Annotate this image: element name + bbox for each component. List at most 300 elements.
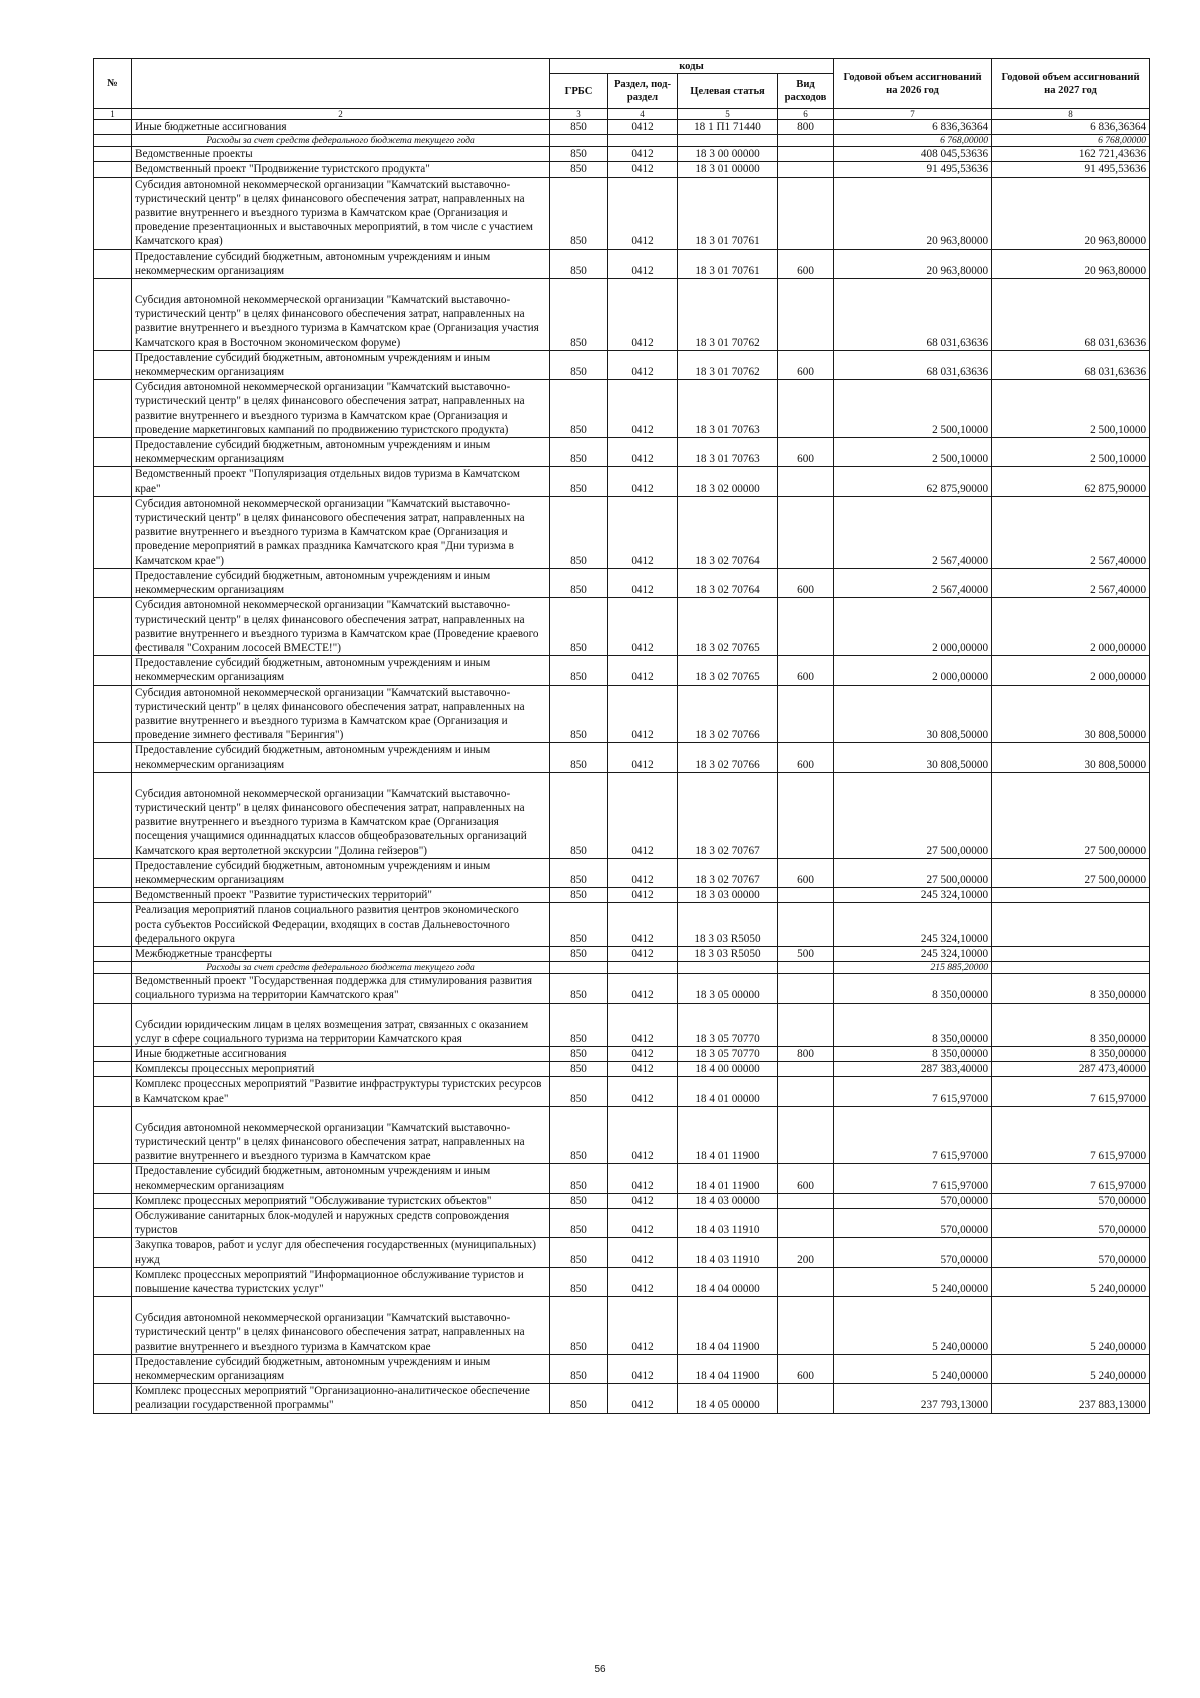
row-name-cell: Субсидия автономной некоммерческой организации "Камчатский выставочно-туристический центр" в целях финансового обеспечения затрат, направленных на развитие внутреннего и въездного туризма в Камчатском крае <box>132 1106 550 1164</box>
row-number-cell <box>94 598 132 656</box>
row-volume-2026-cell: 27 500,00000 <box>834 858 992 887</box>
row-volume-2027-cell: 27 500,00000 <box>992 772 1150 858</box>
header-volume-2026: Годовой объем ассигнований на 2026 год <box>834 59 992 109</box>
row-volume-2027-cell: 162 721,43636 <box>992 147 1150 162</box>
row-volume-2026-cell: 7 615,97000 <box>834 1164 992 1193</box>
row-grbs-cell: 850 <box>550 903 608 947</box>
row-grbs-cell: 850 <box>550 177 608 249</box>
row-target-article-cell: 18 3 01 70762 <box>678 279 778 351</box>
row-volume-2026-cell: 245 324,10000 <box>834 903 992 947</box>
row-target-article-cell: 18 3 05 70770 <box>678 1003 778 1046</box>
row-volume-2027-cell: 2 000,00000 <box>992 598 1150 656</box>
row-number-cell <box>94 1238 132 1267</box>
row-number-cell <box>94 1164 132 1193</box>
row-target-article-cell: 18 4 03 11910 <box>678 1209 778 1238</box>
row-grbs-cell: 850 <box>550 1267 608 1296</box>
row-section-cell: 0412 <box>608 974 678 1003</box>
row-section-cell: 0412 <box>608 1193 678 1208</box>
row-volume-2027-cell: 5 240,00000 <box>992 1297 1150 1355</box>
header-expense-type: Вид расходов <box>778 74 834 109</box>
row-name-cell: Иные бюджетные ассигнования <box>132 1046 550 1061</box>
row-number-cell <box>94 1267 132 1296</box>
row-volume-2026-cell: 570,00000 <box>834 1193 992 1208</box>
row-expense-type-cell <box>778 685 834 743</box>
table-row <box>94 279 1150 351</box>
row-name-cell: Ведомственные проекты <box>132 147 550 162</box>
row-volume-2026-cell: 2 000,00000 <box>834 598 992 656</box>
row-number-cell <box>94 279 132 351</box>
row-volume-2026-cell: 62 875,90000 <box>834 467 992 496</box>
row-number-cell <box>94 1384 132 1413</box>
row-volume-2027-cell: 2 500,10000 <box>992 380 1150 438</box>
row-volume-2026-cell: 2 567,40000 <box>834 568 992 597</box>
row-volume-2026-cell: 7 615,97000 <box>834 1106 992 1164</box>
table-row <box>94 147 1150 162</box>
row-volume-2026-cell: 287 383,40000 <box>834 1062 992 1077</box>
row-volume-2027-cell: 30 808,50000 <box>992 743 1150 772</box>
table-row <box>94 1193 1150 1208</box>
row-volume-2026-cell: 91 495,53636 <box>834 162 992 177</box>
row-expense-type-cell: 600 <box>778 249 834 278</box>
row-number-cell <box>94 858 132 887</box>
table-row <box>94 380 1150 438</box>
row-volume-2026-cell: 5 240,00000 <box>834 1267 992 1296</box>
row-target-article-cell: 18 3 01 70763 <box>678 438 778 467</box>
row-volume-2026-cell: 245 324,10000 <box>834 888 992 903</box>
row-number-cell <box>94 1209 132 1238</box>
row-volume-2026-cell: 68 031,63636 <box>834 350 992 379</box>
budget-table-page <box>93 58 1149 1414</box>
row-volume-2026-cell: 2 000,00000 <box>834 656 992 685</box>
row-section-cell: 0412 <box>608 1062 678 1077</box>
row-volume-2027-cell <box>992 946 1150 961</box>
row-grbs-cell: 850 <box>550 1046 608 1061</box>
row-grbs-cell: 850 <box>550 772 608 858</box>
row-expense-type-cell <box>778 1384 834 1413</box>
row-grbs-cell: 850 <box>550 249 608 278</box>
row-number-cell <box>94 177 132 249</box>
row-expense-type-cell: 600 <box>778 568 834 597</box>
budget-table <box>93 58 1150 1414</box>
row-name-cell: Субсидия автономной некоммерческой организации "Камчатский выставочно-туристический центр" в целях финансового обеспечения затрат, направленных на развитие внутреннего и въездного туризма в Камчатском крае (Организация посещения учащимися одиннадцатых классов общеобразовательных организаций Камчатского края вертолетной экскурсии "Долина гейзеров") <box>132 772 550 858</box>
row-section-cell: 0412 <box>608 1238 678 1267</box>
row-name-cell: Субсидия автономной некоммерческой организации "Камчатский выставочно-туристический центр" в целях финансового обеспечения затрат, направленных на развитие внутреннего и въездного туризма в Камчатском крае (Организация и проведение мероприятий в рамках праздника Камчатского края "Дни туризма в Камчатском крае") <box>132 496 550 568</box>
row-number-cell <box>94 1046 132 1061</box>
row-name-cell: Предоставление субсидий бюджетным, автономным учреждениям и иным некоммерческим организациям <box>132 656 550 685</box>
row-number-cell <box>94 974 132 1003</box>
row-target-article-cell: 18 3 02 70766 <box>678 685 778 743</box>
row-expense-type-cell: 800 <box>778 120 834 135</box>
row-name-cell: Субсидии юридическим лицам в целях возмещения затрат, связанных с оказанием услуг в сфере социального туризма на территории Камчатского края <box>132 1003 550 1046</box>
row-target-article-cell: 18 4 01 11900 <box>678 1164 778 1193</box>
row-target-article-cell: 18 4 03 00000 <box>678 1193 778 1208</box>
table-row <box>94 903 1150 947</box>
column-index-cell: 7 <box>834 109 992 120</box>
table-row <box>94 1238 1150 1267</box>
row-section-cell: 0412 <box>608 1046 678 1061</box>
row-volume-2026-cell: 570,00000 <box>834 1238 992 1267</box>
row-expense-type-cell: 600 <box>778 1164 834 1193</box>
row-expense-type-cell: 800 <box>778 1046 834 1061</box>
row-volume-2027-cell: 6 768,00000 <box>992 135 1150 147</box>
row-expense-type-cell <box>778 1003 834 1046</box>
row-section-cell: 0412 <box>608 1077 678 1106</box>
row-number-cell <box>94 1003 132 1046</box>
row-section-cell: 0412 <box>608 1384 678 1413</box>
column-index-row <box>94 109 1150 120</box>
column-index-cell: 2 <box>132 109 550 120</box>
table-row <box>94 249 1150 278</box>
row-grbs-cell: 850 <box>550 496 608 568</box>
table-row <box>94 1046 1150 1061</box>
row-section-cell: 0412 <box>608 858 678 887</box>
header-name <box>132 59 550 109</box>
row-expense-type-cell <box>778 177 834 249</box>
row-volume-2026-cell: 7 615,97000 <box>834 1077 992 1106</box>
row-volume-2027-cell: 2 567,40000 <box>992 568 1150 597</box>
row-expense-type-cell <box>778 147 834 162</box>
row-section-cell: 0412 <box>608 888 678 903</box>
row-volume-2027-cell: 20 963,80000 <box>992 249 1150 278</box>
row-grbs-cell: 850 <box>550 1297 608 1355</box>
header-section: Раздел, под-раздел <box>608 74 678 109</box>
row-section-cell: 0412 <box>608 685 678 743</box>
table-row <box>94 162 1150 177</box>
row-section-cell: 0412 <box>608 598 678 656</box>
row-number-cell <box>94 568 132 597</box>
row-name-cell: Обслуживание санитарных блок-модулей и наружных средств сопровождения туристов <box>132 1209 550 1238</box>
row-grbs-cell: 850 <box>550 1193 608 1208</box>
row-section-cell: 0412 <box>608 656 678 685</box>
row-target-article-cell <box>678 135 778 147</box>
row-expense-type-cell: 500 <box>778 946 834 961</box>
row-grbs-cell: 850 <box>550 568 608 597</box>
row-expense-type-cell <box>778 1062 834 1077</box>
row-expense-type-cell <box>778 1209 834 1238</box>
row-expense-type-cell <box>778 772 834 858</box>
federal-budget-row <box>94 962 1150 974</box>
row-volume-2027-cell: 68 031,63636 <box>992 279 1150 351</box>
row-name-cell: Субсидия автономной некоммерческой организации "Камчатский выставочно-туристический центр" в целях финансового обеспечения затрат, направленных на развитие внутреннего и въездного туризма в Камчатском крае (Организация и проведение маркетинговых кампаний по продвижению туристского продукта) <box>132 380 550 438</box>
row-name-cell: Субсидия автономной некоммерческой организации "Камчатский выставочно-туристический центр" в целях финансового обеспечения затрат, направленных на развитие внутреннего и въездного туризма в Камчатском крае <box>132 1297 550 1355</box>
row-volume-2026-cell: 408 045,53636 <box>834 147 992 162</box>
table-row <box>94 438 1150 467</box>
row-number-cell <box>94 1297 132 1355</box>
row-expense-type-cell: 600 <box>778 858 834 887</box>
row-name-cell: Субсидия автономной некоммерческой организации "Камчатский выставочно-туристический центр" в целях финансового обеспечения затрат, направленных на развитие внутреннего и въездного туризма в Камчатском крае (Организация участия Камчатского края в Восточном экономическом форуме) <box>132 279 550 351</box>
row-volume-2026-cell: 8 350,00000 <box>834 974 992 1003</box>
row-grbs-cell: 850 <box>550 438 608 467</box>
row-target-article-cell: 18 3 00 00000 <box>678 147 778 162</box>
row-number-cell <box>94 946 132 961</box>
table-row <box>94 1354 1150 1383</box>
row-volume-2026-cell: 2 567,40000 <box>834 496 992 568</box>
row-volume-2027-cell: 68 031,63636 <box>992 350 1150 379</box>
row-expense-type-cell: 600 <box>778 743 834 772</box>
table-row <box>94 1003 1150 1046</box>
row-section-cell: 0412 <box>608 120 678 135</box>
federal-budget-row <box>94 135 1150 147</box>
row-number-cell <box>94 903 132 947</box>
row-volume-2027-cell: 8 350,00000 <box>992 974 1150 1003</box>
header-row-top <box>94 59 1150 74</box>
row-expense-type-cell <box>778 496 834 568</box>
row-number-cell <box>94 467 132 496</box>
row-target-article-cell: 18 3 02 70765 <box>678 656 778 685</box>
row-section-cell: 0412 <box>608 177 678 249</box>
row-name-cell: Предоставление субсидий бюджетным, автономным учреждениям и иным некоммерческим организациям <box>132 438 550 467</box>
column-index-cell: 6 <box>778 109 834 120</box>
table-row <box>94 598 1150 656</box>
row-volume-2027-cell: 570,00000 <box>992 1238 1150 1267</box>
row-number-cell <box>94 249 132 278</box>
row-section-cell: 0412 <box>608 946 678 961</box>
table-row <box>94 888 1150 903</box>
row-volume-2027-cell: 20 963,80000 <box>992 177 1150 249</box>
row-target-article-cell: 18 3 03 00000 <box>678 888 778 903</box>
table-row <box>94 1106 1150 1164</box>
row-target-article-cell: 18 3 05 70770 <box>678 1046 778 1061</box>
row-number-cell <box>94 120 132 135</box>
row-number-cell <box>94 438 132 467</box>
table-row <box>94 946 1150 961</box>
row-volume-2027-cell: 570,00000 <box>992 1209 1150 1238</box>
table-row <box>94 496 1150 568</box>
row-volume-2027-cell: 62 875,90000 <box>992 467 1150 496</box>
row-name-cell: Расходы за счет средств федерального бюджета текущего года <box>132 962 550 974</box>
row-target-article-cell: 18 3 01 00000 <box>678 162 778 177</box>
row-volume-2027-cell: 8 350,00000 <box>992 1003 1150 1046</box>
row-target-article-cell: 18 3 05 00000 <box>678 974 778 1003</box>
row-grbs-cell <box>550 962 608 974</box>
row-volume-2027-cell: 27 500,00000 <box>992 858 1150 887</box>
row-volume-2027-cell: 7 615,97000 <box>992 1077 1150 1106</box>
row-volume-2027-cell <box>992 903 1150 947</box>
table-row <box>94 1209 1150 1238</box>
row-grbs-cell: 850 <box>550 1003 608 1046</box>
row-section-cell: 0412 <box>608 1164 678 1193</box>
row-volume-2027-cell: 8 350,00000 <box>992 1046 1150 1061</box>
row-target-article-cell: 18 3 01 70762 <box>678 350 778 379</box>
column-index-cell: 3 <box>550 109 608 120</box>
table-row <box>94 974 1150 1003</box>
row-number-cell <box>94 1354 132 1383</box>
row-grbs-cell: 850 <box>550 743 608 772</box>
row-name-cell: Ведомственный проект "Развитие туристических территорий" <box>132 888 550 903</box>
row-target-article-cell: 18 3 01 70763 <box>678 380 778 438</box>
row-number-cell <box>94 135 132 147</box>
row-volume-2026-cell: 570,00000 <box>834 1209 992 1238</box>
row-number-cell <box>94 380 132 438</box>
table-row <box>94 1062 1150 1077</box>
row-volume-2027-cell: 30 808,50000 <box>992 685 1150 743</box>
row-section-cell: 0412 <box>608 279 678 351</box>
row-target-article-cell: 18 3 02 70765 <box>678 598 778 656</box>
row-grbs-cell: 850 <box>550 162 608 177</box>
row-expense-type-cell: 600 <box>778 350 834 379</box>
row-volume-2026-cell: 68 031,63636 <box>834 279 992 351</box>
row-name-cell: Закупка товаров, работ и услуг для обеспечения государственных (муниципальных) нужд <box>132 1238 550 1267</box>
row-section-cell: 0412 <box>608 350 678 379</box>
row-name-cell: Субсидия автономной некоммерческой организации "Камчатский выставочно-туристический центр" в целях финансового обеспечения затрат, направленных на развитие внутреннего и въездного туризма в Камчатском крае (Организация и проведение зимнего фестиваля "Берингия") <box>132 685 550 743</box>
row-target-article-cell: 18 1 П1 71440 <box>678 120 778 135</box>
row-number-cell <box>94 685 132 743</box>
table-row <box>94 656 1150 685</box>
row-expense-type-cell <box>778 162 834 177</box>
row-expense-type-cell: 600 <box>778 438 834 467</box>
row-section-cell: 0412 <box>608 1003 678 1046</box>
row-target-article-cell: 18 4 00 00000 <box>678 1062 778 1077</box>
row-grbs-cell: 850 <box>550 1062 608 1077</box>
row-section-cell: 0412 <box>608 249 678 278</box>
row-section-cell: 0412 <box>608 1209 678 1238</box>
row-volume-2027-cell: 2 567,40000 <box>992 496 1150 568</box>
row-section-cell: 0412 <box>608 1106 678 1164</box>
row-volume-2027-cell: 2 500,10000 <box>992 438 1150 467</box>
row-number-cell <box>94 1106 132 1164</box>
row-grbs-cell: 850 <box>550 974 608 1003</box>
row-section-cell <box>608 135 678 147</box>
row-volume-2027-cell: 5 240,00000 <box>992 1354 1150 1383</box>
row-expense-type-cell: 600 <box>778 656 834 685</box>
table-row <box>94 120 1150 135</box>
table-body <box>94 120 1150 1414</box>
table-row <box>94 1297 1150 1355</box>
row-number-cell <box>94 1062 132 1077</box>
row-name-cell: Субсидия автономной некоммерческой организации "Камчатский выставочно-туристический центр" в целях финансового обеспечения затрат, направленных на развитие внутреннего и въездного туризма в Камчатском крае (Организация и проведение презентационных и выставочных мероприятий, в том числе с участием Камчатского края) <box>132 177 550 249</box>
row-target-article-cell: 18 3 01 70761 <box>678 249 778 278</box>
row-expense-type-cell <box>778 1297 834 1355</box>
row-section-cell <box>608 962 678 974</box>
row-grbs-cell: 850 <box>550 1238 608 1267</box>
row-number-cell <box>94 147 132 162</box>
row-expense-type-cell: 600 <box>778 1354 834 1383</box>
row-section-cell: 0412 <box>608 162 678 177</box>
row-target-article-cell: 18 4 01 00000 <box>678 1077 778 1106</box>
column-index-cell: 5 <box>678 109 778 120</box>
table-row <box>94 568 1150 597</box>
row-number-cell <box>94 162 132 177</box>
row-number-cell <box>94 656 132 685</box>
row-volume-2026-cell: 8 350,00000 <box>834 1046 992 1061</box>
table-row <box>94 685 1150 743</box>
row-expense-type-cell <box>778 888 834 903</box>
row-name-cell: Межбюджетные трансферты <box>132 946 550 961</box>
row-volume-2026-cell: 20 963,80000 <box>834 177 992 249</box>
row-name-cell: Субсидия автономной некоммерческой организации "Камчатский выставочно-туристический центр" в целях финансового обеспечения затрат, направленных на развитие внутреннего и въездного туризма в Камчатском крае (Проведение краевого фестиваля "Сохраним лососей ВМЕСТЕ!") <box>132 598 550 656</box>
row-volume-2026-cell: 2 500,10000 <box>834 380 992 438</box>
row-volume-2027-cell: 7 615,97000 <box>992 1164 1150 1193</box>
table-row <box>94 772 1150 858</box>
row-grbs-cell: 850 <box>550 1106 608 1164</box>
row-target-article-cell: 18 3 02 70766 <box>678 743 778 772</box>
row-name-cell: Предоставление субсидий бюджетным, автономным учреждениям и иным некоммерческим организациям <box>132 1164 550 1193</box>
row-name-cell: Предоставление субсидий бюджетным, автономным учреждениям и иным некоммерческим организациям <box>132 568 550 597</box>
row-volume-2026-cell: 6 836,36364 <box>834 120 992 135</box>
row-target-article-cell: 18 3 02 70767 <box>678 772 778 858</box>
row-target-article-cell: 18 4 03 11910 <box>678 1238 778 1267</box>
row-number-cell <box>94 1077 132 1106</box>
row-volume-2027-cell: 5 240,00000 <box>992 1267 1150 1296</box>
row-volume-2027-cell: 91 495,53636 <box>992 162 1150 177</box>
row-volume-2026-cell: 215 885,20000 <box>834 962 992 974</box>
row-expense-type-cell <box>778 279 834 351</box>
row-number-cell <box>94 888 132 903</box>
row-number-cell <box>94 772 132 858</box>
row-section-cell: 0412 <box>608 438 678 467</box>
row-name-cell: Предоставление субсидий бюджетным, автономным учреждениям и иным некоммерческим организациям <box>132 858 550 887</box>
row-expense-type-cell <box>778 467 834 496</box>
table-row <box>94 1164 1150 1193</box>
row-expense-type-cell <box>778 135 834 147</box>
row-volume-2026-cell: 5 240,00000 <box>834 1354 992 1383</box>
row-grbs-cell: 850 <box>550 946 608 961</box>
row-volume-2027-cell: 287 473,40000 <box>992 1062 1150 1077</box>
row-target-article-cell: 18 4 01 11900 <box>678 1106 778 1164</box>
row-volume-2026-cell: 8 350,00000 <box>834 1003 992 1046</box>
row-number-cell <box>94 350 132 379</box>
row-expense-type-cell <box>778 1106 834 1164</box>
row-section-cell: 0412 <box>608 1297 678 1355</box>
row-grbs-cell: 850 <box>550 380 608 438</box>
row-section-cell: 0412 <box>608 380 678 438</box>
row-section-cell: 0412 <box>608 147 678 162</box>
row-name-cell: Предоставление субсидий бюджетным, автономным учреждениям и иным некоммерческим организациям <box>132 350 550 379</box>
row-name-cell: Предоставление субсидий бюджетным, автономным учреждениям и иным некоммерческим организациям <box>132 1354 550 1383</box>
row-section-cell: 0412 <box>608 568 678 597</box>
row-target-article-cell: 18 4 04 11900 <box>678 1297 778 1355</box>
row-target-article-cell: 18 4 04 11900 <box>678 1354 778 1383</box>
row-volume-2027-cell: 6 836,36364 <box>992 120 1150 135</box>
column-index-cell: 4 <box>608 109 678 120</box>
row-grbs-cell: 850 <box>550 1354 608 1383</box>
header-volume-2027: Годовой объем ассигнований на 2027 год <box>992 59 1150 109</box>
table-row <box>94 743 1150 772</box>
table-row <box>94 1384 1150 1413</box>
row-name-cell: Расходы за счет средств федерального бюджета текущего года <box>132 135 550 147</box>
row-grbs-cell: 850 <box>550 1164 608 1193</box>
row-volume-2027-cell: 7 615,97000 <box>992 1106 1150 1164</box>
row-volume-2027-cell: 237 883,13000 <box>992 1384 1150 1413</box>
row-volume-2027-cell: 2 000,00000 <box>992 656 1150 685</box>
row-volume-2026-cell: 6 768,00000 <box>834 135 992 147</box>
row-expense-type-cell <box>778 962 834 974</box>
row-expense-type-cell <box>778 903 834 947</box>
row-grbs-cell: 850 <box>550 1384 608 1413</box>
row-expense-type-cell <box>778 1077 834 1106</box>
column-index-cell: 1 <box>94 109 132 120</box>
row-name-cell: Комплекс процессных мероприятий "Обслуживание туристских объектов" <box>132 1193 550 1208</box>
header-target-article: Целевая статья <box>678 74 778 109</box>
row-name-cell: Комплексы процессных мероприятий <box>132 1062 550 1077</box>
row-section-cell: 0412 <box>608 903 678 947</box>
row-grbs-cell: 850 <box>550 147 608 162</box>
row-volume-2026-cell: 5 240,00000 <box>834 1297 992 1355</box>
row-grbs-cell: 850 <box>550 279 608 351</box>
row-target-article-cell: 18 3 03 R5050 <box>678 946 778 961</box>
row-number-cell <box>94 1193 132 1208</box>
row-volume-2027-cell <box>992 888 1150 903</box>
table-row <box>94 350 1150 379</box>
row-volume-2026-cell: 30 808,50000 <box>834 685 992 743</box>
row-name-cell: Реализация мероприятий планов социального развития центров экономического роста субъектов Российской Федерации, входящих в состав Дальневосточного федерального округа <box>132 903 550 947</box>
row-grbs-cell: 850 <box>550 888 608 903</box>
row-name-cell: Предоставление субсидий бюджетным, автономным учреждениям и иным некоммерческим организациям <box>132 743 550 772</box>
row-expense-type-cell <box>778 1267 834 1296</box>
row-name-cell: Ведомственный проект "Популяризация отдельных видов туризма в Камчатском крае" <box>132 467 550 496</box>
row-target-article-cell: 18 3 03 R5050 <box>678 903 778 947</box>
row-volume-2026-cell: 2 500,10000 <box>834 438 992 467</box>
